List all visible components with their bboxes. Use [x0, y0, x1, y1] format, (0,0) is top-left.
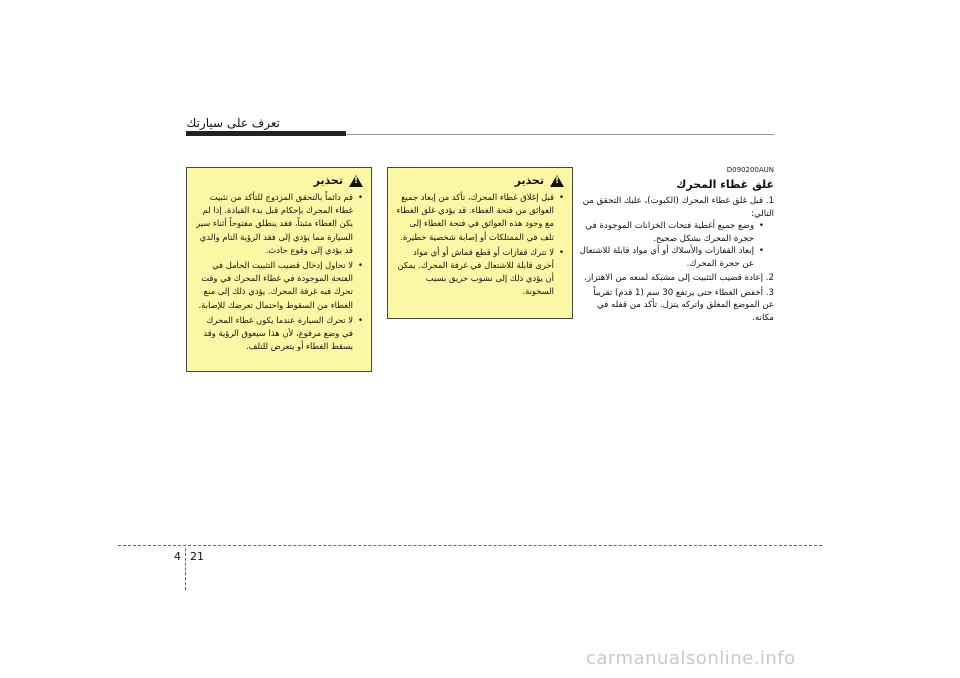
header-rule-thick	[186, 131, 346, 136]
step-item	[579, 195, 774, 270]
watermark: carmanualsonline.info	[586, 648, 796, 669]
bullet-item: • إبعاد القفازات والأسلاك أو أي مواد قابلة للاشتعال عن حجرة المحرك.	[579, 245, 764, 270]
warning-heading	[195, 174, 363, 187]
bullet-item: • وضع جميع أغطية فتحات الخزانات الموجودة في حجرة المحرك بشكل صحيح.	[579, 220, 764, 245]
warning-box-middle	[387, 167, 573, 319]
warning-item: • قم دائماً بالتحقق المزدوج للتأكد من تثبيت غطاء المحرك بإحكام قبل بدء القيادة. إذا لم يكن الغطاء مثبتاً، فقد ينطلق مفتوحاً أثناء سير السيارة مما يؤدي إلى فقد الرؤية التام والذي قد يؤدي إلى وقوع حادث.	[195, 191, 363, 257]
warning-icon	[349, 175, 363, 187]
page-number: 21	[190, 550, 204, 563]
step-item: 2. إعادة قضيب التثبيت إلى مشبكه لمنعه من الاهتزاز.	[584, 273, 774, 283]
header-title: تعرف على سيارتك	[186, 116, 280, 130]
hood-closing-section	[579, 166, 774, 326]
section-title: غلق غطاء المحرك	[676, 178, 774, 191]
warning-item: • لا تحاول إدخال قضيب التثبيت الحامل في الفتحة الموجودة في غطاء المحرك في وقت تحرك فيه غرفة المحرك. يؤدي ذلك إلى منع الغطاء من السقوط واحتمال تعرضك للإصابة.	[195, 259, 363, 312]
warning-heading-text: تحذير	[313, 174, 343, 187]
warning-list	[396, 191, 564, 299]
warning-item: • قبل إغلاق غطاء المحرك، تأكد من إبعاد جميع العوائق من فتحة الغطاء. قد يؤدي غلق الغطاء مع وجود هذه العوائق في فتحة الغطاء إلى تلف في الممتلكات أو إصابة شخصية خطيرة.	[396, 191, 564, 244]
footer-vertical-rule	[185, 548, 186, 590]
warning-box-left	[186, 167, 372, 372]
step-text: 1. قبل غلق غطاء المحرك (الكبوت)، عليك التحقق من التالي:	[582, 196, 774, 219]
step-item: 3. أخفض الغطاء حتى يرتفع 30 سم (1 قدم) تقريباً عن الموضع المغلق واتركه يتزل. تأكد من قفله في مكانه.	[593, 287, 774, 323]
warning-icon	[550, 175, 564, 187]
warning-heading	[396, 174, 564, 187]
doc-code: D090200AUN	[726, 166, 774, 174]
warning-item: • لا تحرك السيارة عندما يكون غطاء المحرك في وضع مرفوع، لأن هذا سيعوق الرؤية وقد يسقط الغطاء أو يتعرض للتلف.	[195, 314, 363, 354]
footer-dashed-rule	[118, 545, 822, 546]
warning-heading-text: تحذير	[514, 174, 544, 187]
chapter-number: 4	[174, 550, 181, 563]
check-bullets	[579, 220, 774, 270]
warning-item: • لا تترك قفازات أو قطع قماش أو أي مواد أخرى قابلة للاشتعال في غرفة المحرك. يمكن أن يؤدي ذلك إلى نشوب حريق بسبب السخونة.	[396, 246, 564, 299]
steps-list	[579, 195, 774, 324]
warning-list	[195, 191, 363, 353]
